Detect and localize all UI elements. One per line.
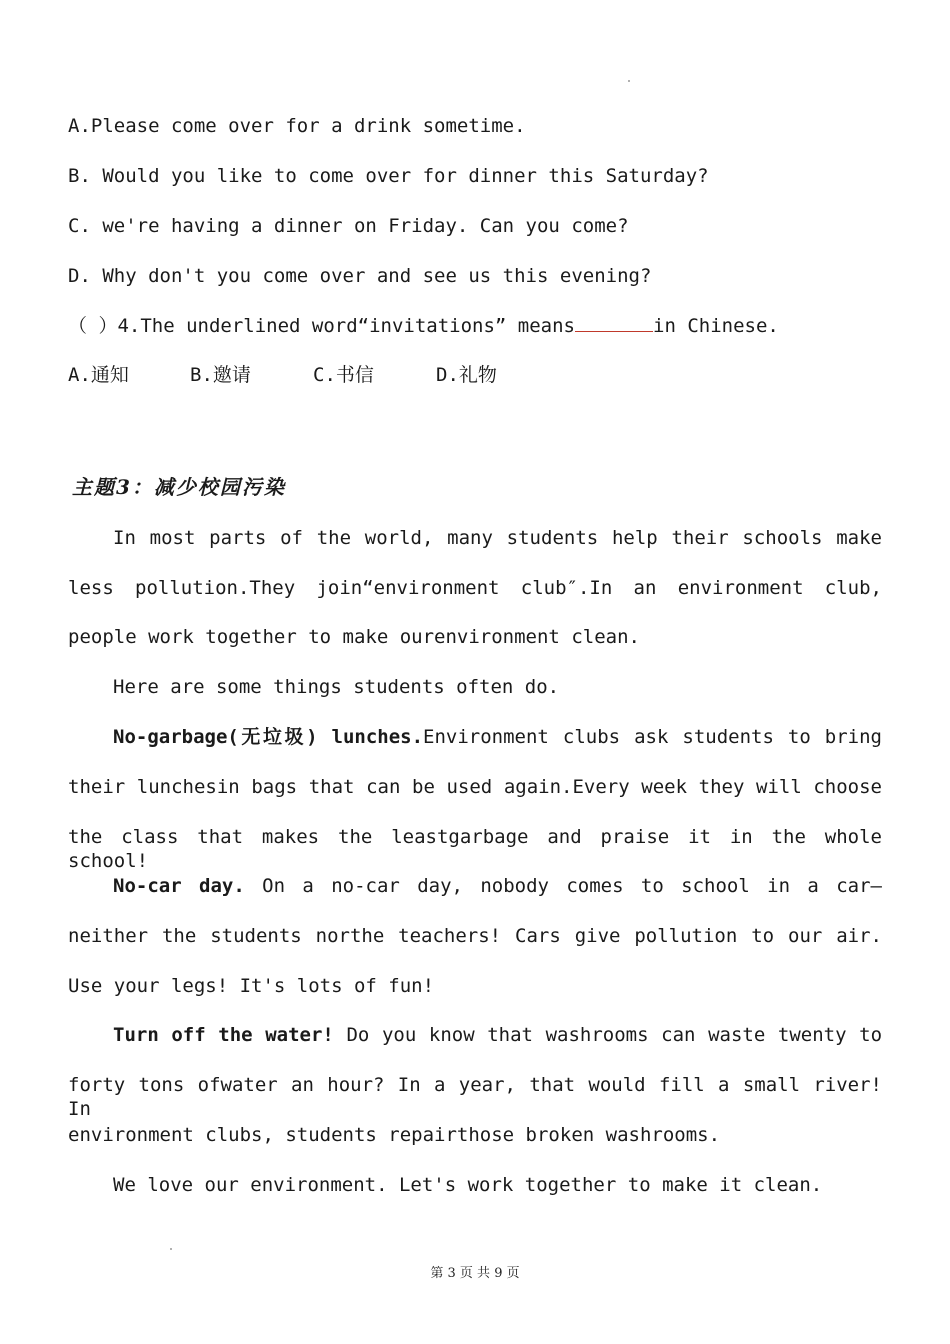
option-d: D. Why don't you come over and see us this evening?	[68, 265, 652, 287]
p3-line-1	[113, 725, 882, 749]
p1-line-1: In most parts of the world, many students help their schools make	[113, 527, 882, 549]
question-4-text: （ ）4.The underlined word“invitations” means	[68, 315, 575, 337]
p3-bold: No-garbage(无垃圾) lunches.	[113, 726, 424, 748]
question-4-suffix: in Chinese.	[653, 315, 779, 337]
q4-option-c: C.书信	[313, 364, 374, 386]
p6-line: We love our environment. Let's work together to make it clean.	[113, 1174, 823, 1196]
q4-option-a: A.通知	[68, 364, 129, 386]
scan-dot	[628, 80, 630, 82]
p4-line-1-rest: On a no-car day, nobody comes to school in a car—	[244, 875, 882, 897]
p2-line: Here are some things students often do.	[113, 676, 560, 698]
p5-line-1-rest: Do you know that washrooms can waste twenty to	[333, 1024, 883, 1046]
p3-line-3: the class that makes the leastgarbage and praise it in the whole school!	[68, 826, 882, 872]
question-4	[68, 313, 882, 338]
p5-bold: Turn off the water!	[113, 1024, 334, 1046]
page-footer: 第 3 页 共 9 页	[430, 1266, 520, 1281]
question-4-options	[68, 363, 882, 387]
answer-blank[interactable]	[575, 313, 653, 332]
option-b: B. Would you like to come over for dinner this Saturday?	[68, 165, 709, 187]
scan-dot	[170, 1248, 172, 1250]
p4-line-2: neither the students northe teachers! Cars give pollution to our air.	[68, 925, 882, 947]
p1-line-3: people work together to make ourenvironment clean.	[68, 626, 640, 648]
p4-bold: No-car day.	[113, 875, 245, 897]
option-c: C. we're having a dinner on Friday. Can you come?	[68, 215, 629, 237]
p4-line-3: Use your legs! It's lots of fun!	[68, 975, 435, 997]
p1-line-2: less pollution.They join“environment club″.In an environment club,	[68, 577, 882, 599]
p4-line-1	[113, 874, 882, 898]
q4-option-d: D.礼物	[436, 364, 497, 386]
p3-line-1-rest: Environment clubs ask students to bring	[423, 726, 882, 748]
p5-line-2: forty tons ofwater an hour? In a year, that would fill a small river! In	[68, 1074, 882, 1120]
q4-option-b: B.邀请	[190, 364, 251, 386]
option-a: A.Please come over for a drink sometime.	[68, 115, 526, 137]
p5-line-1	[113, 1023, 882, 1047]
p3-line-2: their lunchesin bags that can be used again.Every week they will choose	[68, 776, 882, 798]
p5-line-3: environment clubs, students repairthose broken washrooms.	[68, 1124, 721, 1146]
topic-heading: 主题3：减少校园污染	[72, 475, 286, 499]
